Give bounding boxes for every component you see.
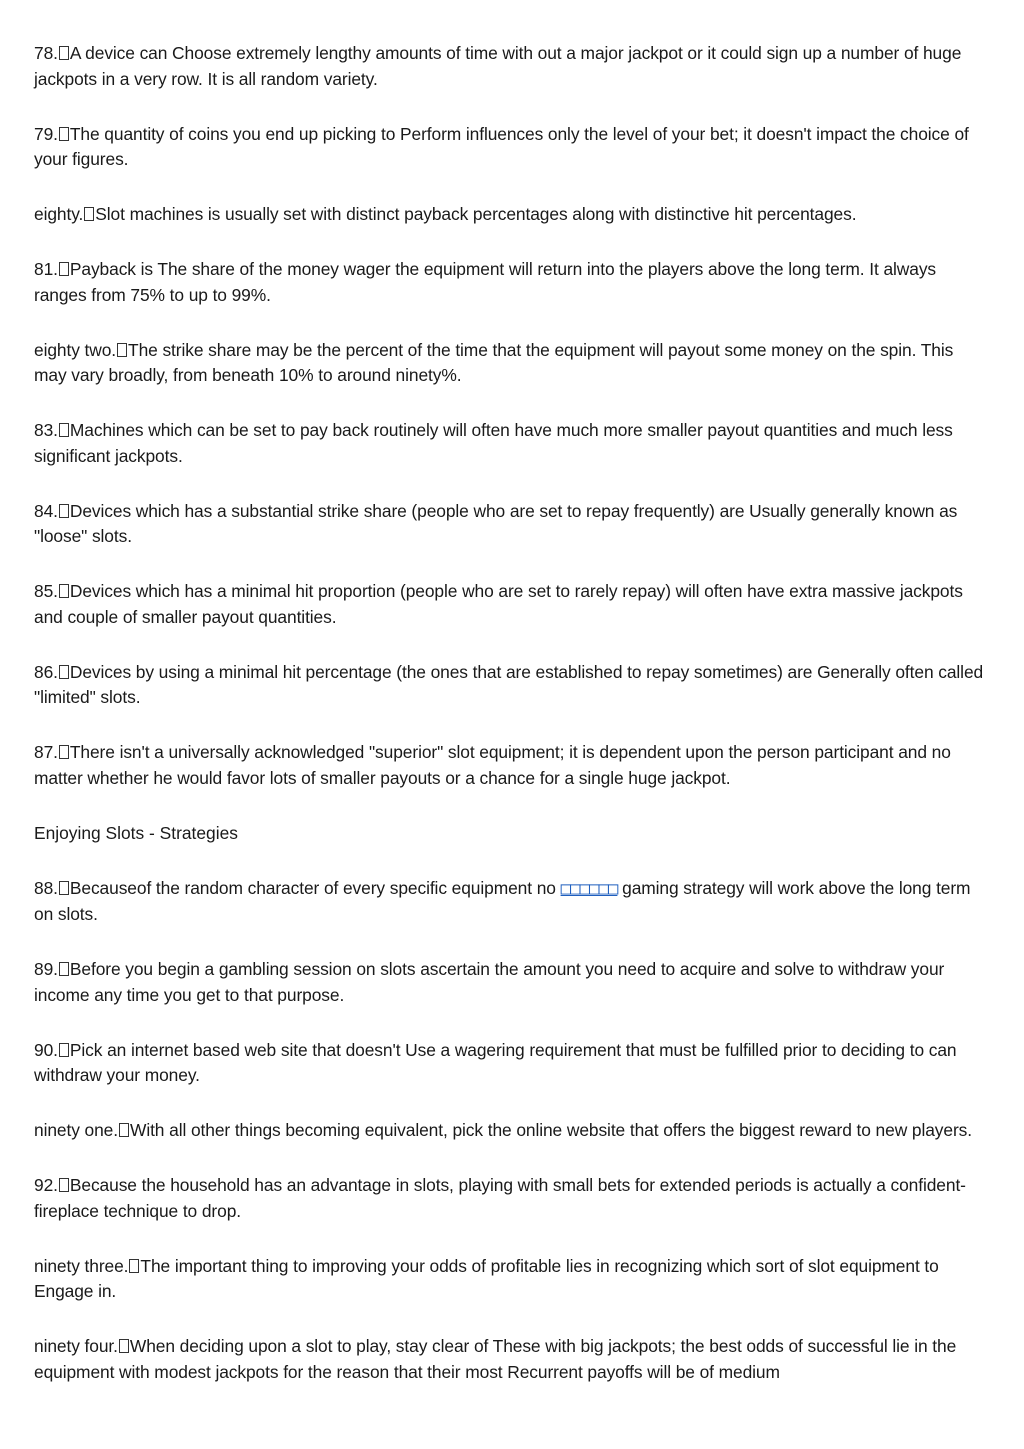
list-item [34,338,990,389]
list-item [34,41,990,92]
item-text: machines is usually set with distinct payback percentages along with distinctive hit percentages. [129,204,857,224]
list-item [34,579,990,630]
item-number: ninety one. [34,1120,118,1140]
item-number: 78. [34,43,58,63]
item-lead: Because [69,1175,137,1195]
item-number: eighty two. [34,339,117,360]
item-lead: A [69,43,81,63]
item-lead: There [69,742,115,762]
item-text: important thing to improving your odds of profitable lies in recognizing which sort of slot equipment to Engage in. [34,1255,939,1301]
item-number: 87. [34,742,58,762]
item-lead: Before [69,959,121,979]
item-lead: The [128,339,158,360]
item-number: 85. [34,581,58,601]
item-number: ninety three. [34,1255,129,1276]
item-lead: The [140,1255,171,1276]
list-item [34,418,990,469]
box-glyph-icon [84,207,94,221]
list-item [34,202,990,228]
item-number: 79. [34,123,58,144]
item-lead: Devices [69,581,132,601]
item-lead: When [129,1336,175,1356]
list-item [34,957,990,1008]
item-text: which has a minimal hit proportion (people who are set to rarely repay) will often have extra massive jackpots and couple of smaller payout quantities. [34,581,963,627]
list-item [34,1254,990,1305]
item-lead: Payback [69,259,136,279]
item-lead: Devices [69,500,132,521]
box-glyph-icon [59,745,69,759]
box-glyph-icon [59,584,69,598]
item-text: by using a minimal hit percentage (the ones that are established to repay sometimes) are Generally often called "limited" slots. [34,661,984,707]
list-item [34,499,990,550]
box-glyph-icon [59,423,69,437]
item-text: which has a substantial strike share (people who are set to repay frequently) are Usually generally known as "loose" slots. [34,500,958,546]
item-lead: Because [69,877,137,898]
item-text: quantity of coins you end up picking to Perform influences only the level of your bet; it doesn't impact the choice of your figures. [34,123,969,169]
item-text: is The share of the money wager the equipment will return into the players above the long term. It always ranges from 75% to up to 99%. [34,259,937,305]
document-body [34,41,990,1415]
list-item [34,122,990,173]
section-heading: Enjoying Slots - Strategies [34,822,238,843]
item-text: strike share may be the percent of the time that the equipment will payout some money on the spin. This may vary broadly, from beneath 10% to around ninety%. [34,339,954,385]
box-glyph-icon [59,881,69,895]
item-text-before-link: of the random character of every specific equipment no [136,877,561,898]
item-text: an internet based web site that doesn't Use a wagering requirement that must be fulfilled prior to deciding to can withdraw your money. [34,1039,957,1085]
item-number: 90. [34,1039,58,1060]
item-number: 83. [34,420,58,440]
item-number: 89. [34,959,58,979]
list-item [34,1038,990,1089]
list-item [34,660,990,711]
box-glyph-icon [119,1339,129,1353]
item-number: 84. [34,500,58,521]
item-lead: The [69,123,100,144]
list-item [34,1334,990,1385]
item-text-after-link: gaming strategy will work above the long term on slots. [34,877,971,924]
list-item [34,740,990,791]
item-text: the household has an advantage in slots, playing with small bets for extended periods is actually a confident-fireplace technique to drop. [34,1175,966,1221]
box-glyph-icon [119,1123,129,1137]
item-text: all other things becoming equivalent, pick the online website that offers the biggest reward to new players. [169,1120,972,1140]
box-glyph-icon [59,665,69,679]
inline-link[interactable]: □□□□□□ [560,878,618,899]
item-number: 92. [34,1175,58,1195]
box-glyph-icon [59,1043,69,1057]
item-text: device can Choose extremely lengthy amounts of time with out a major jackpot or it could sign up a number of huge jackpots in a very row. It is all random variety. [34,43,962,89]
item-lead: Devices [69,661,132,682]
box-glyph-icon [59,46,69,60]
box-glyph-icon [59,504,69,518]
item-number: eighty. [34,204,84,224]
item-number: 81. [34,259,58,279]
item-text: which can be set to pay back routinely will often have much more smaller payout quantities and much less significant jackpots. [34,420,953,466]
item-number: ninety four. [34,1336,118,1356]
box-glyph-icon [59,262,69,276]
box-glyph-icon [59,1178,69,1192]
list-item [34,1173,990,1224]
box-glyph-icon [59,962,69,976]
box-glyph-icon [59,127,69,141]
list-item [34,876,990,928]
item-number: 86. [34,661,58,682]
item-number: 88. [34,877,58,898]
list-item [34,1118,990,1144]
list-item [34,257,990,308]
box-glyph-icon [129,1259,139,1273]
item-text: you begin a gambling session on slots ascertain the amount you need to acquire and solve to withdraw your income any time you get to that purpose. [34,959,945,1005]
item-lead: Pick [69,1039,103,1060]
item-text: deciding upon a slot to play, stay clear of These with big jackpots; the best odds of successful lie in the equipment with modest jackpots for the reason that their most Recurrent payoffs will be of medium [34,1336,957,1382]
box-glyph-icon [117,343,127,357]
item-lead: With [130,1120,165,1140]
item-text: isn't a universally acknowledged "superior" slot equipment; it is dependent upon the person participant and no matter whether he would favor lots of smaller payouts or a chance for a single huge jackpot. [34,742,951,788]
item-lead: Slot [95,204,125,224]
item-lead: Machines [69,420,144,440]
